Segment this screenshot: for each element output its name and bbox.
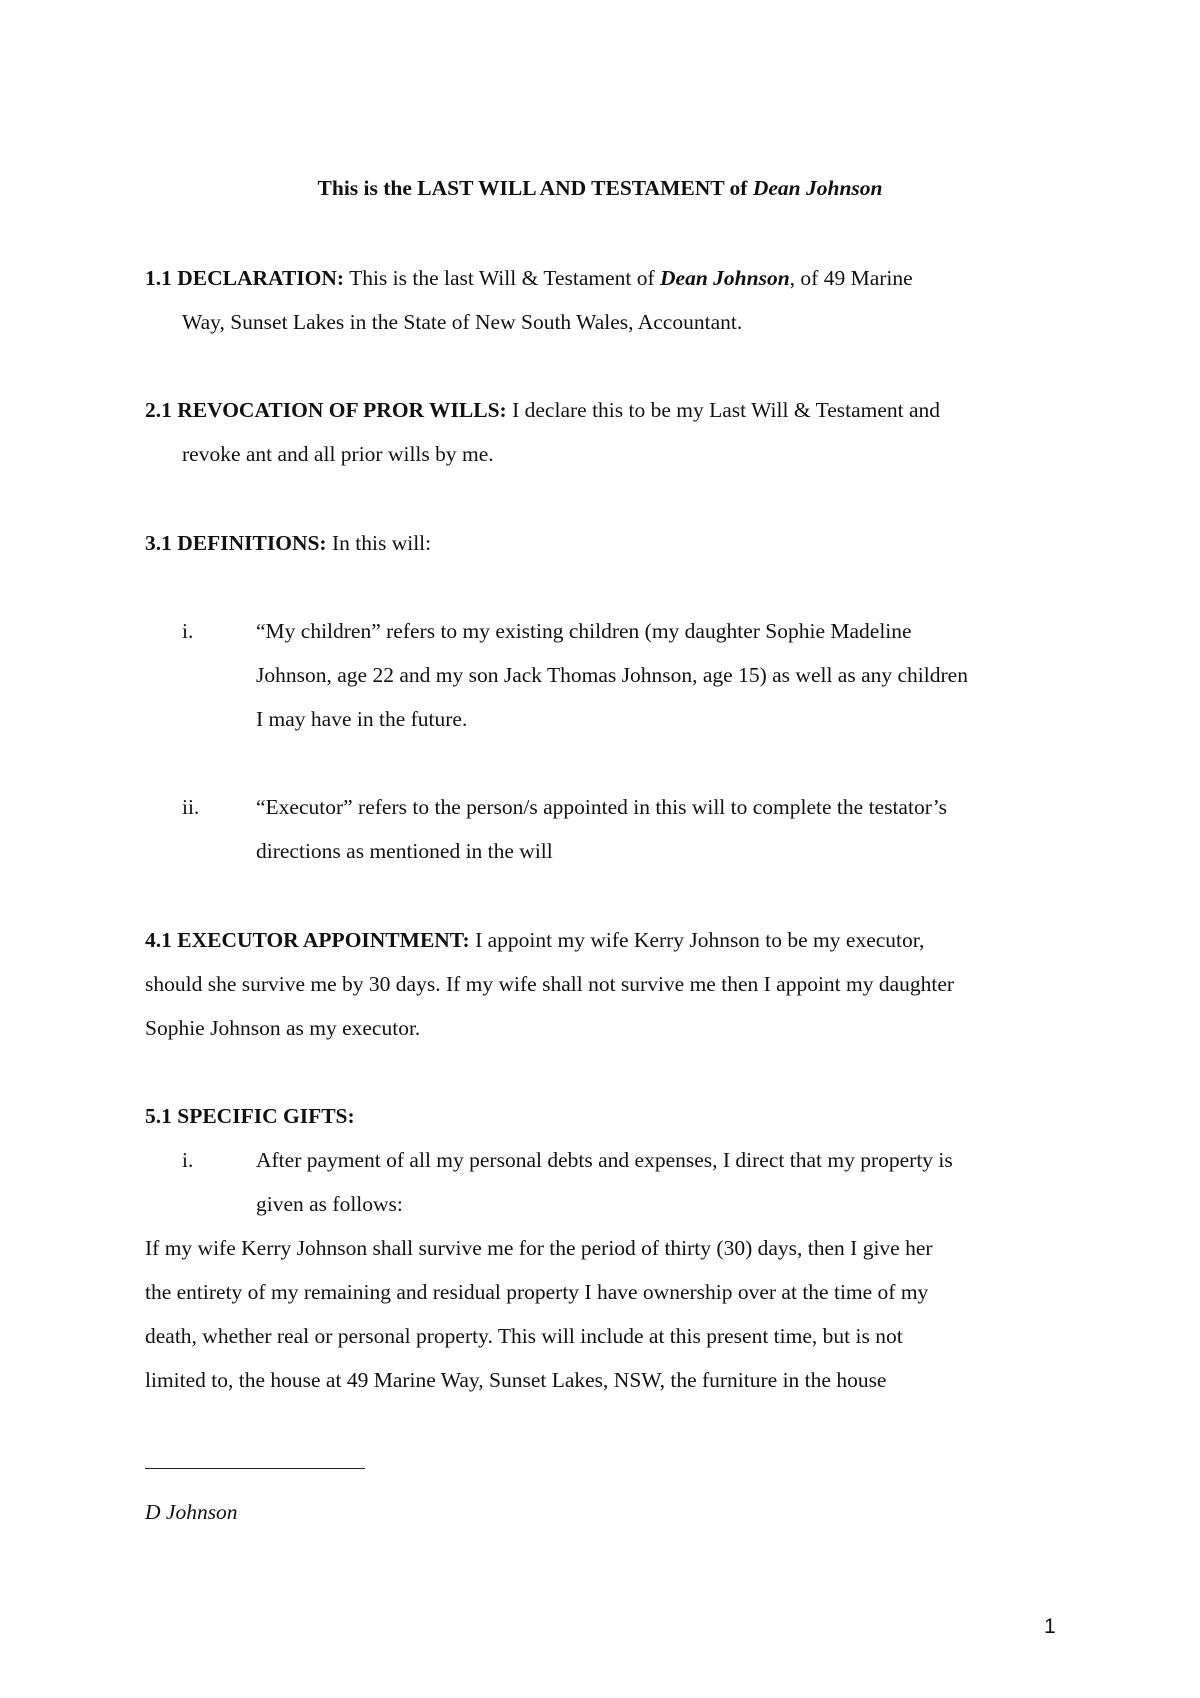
definition-item-line: “My children” refers to my existing children (my daughter Sophie Madeline bbox=[256, 619, 912, 643]
definition-item-line: directions as mentioned in the will bbox=[256, 839, 553, 863]
signature-name: D Johnson bbox=[145, 1500, 238, 1524]
declaration-line-1 bbox=[145, 268, 913, 290]
executor-line-3: Sophie Johnson as my executor. bbox=[145, 1016, 421, 1040]
gifts-paragraph-line: the entirety of my remaining and residual property I have ownership over at the time of my bbox=[145, 1280, 929, 1304]
gifts-item-marker: i. bbox=[182, 1148, 194, 1172]
declaration-heading: 1.1 DECLARATION: bbox=[145, 266, 345, 290]
declaration-line-2: Way, Sunset Lakes in the State of New South Wales, Accountant. bbox=[182, 310, 743, 334]
executor-heading: 4.1 EXECUTOR APPOINTMENT: bbox=[145, 928, 470, 952]
gifts-item-line: After payment of all my personal debts and expenses, I direct that my property is bbox=[256, 1148, 953, 1172]
declaration-text-1: This is the last Will & Testament of bbox=[344, 266, 661, 290]
gifts-item-line: given as follows: bbox=[256, 1192, 403, 1216]
gifts-paragraph-line: death, whether real or personal property. This will include at this present time, but is not bbox=[145, 1324, 903, 1348]
definitions-intro: In this will: bbox=[326, 531, 432, 555]
document-title bbox=[0, 176, 1200, 201]
gifts-paragraph-line: If my wife Kerry Johnson shall survive me for the period of thirty (30) days, then I give her bbox=[145, 1236, 933, 1260]
definition-marker: i. bbox=[182, 619, 194, 643]
definition-item-line: I may have in the future. bbox=[256, 707, 468, 731]
executor-line-1 bbox=[145, 930, 924, 952]
gifts-paragraph-line: limited to, the house at 49 Marine Way, Sunset Lakes, NSW, the furniture in the house bbox=[145, 1368, 887, 1392]
title-prefix: This is the LAST WILL AND TESTAMENT of bbox=[317, 176, 753, 200]
declaration-text-2: , of 49 Marine bbox=[789, 266, 913, 290]
executor-line-2: should she survive me by 30 days. If my wife shall not survive me then I appoint my daughter bbox=[145, 972, 955, 996]
signature-line bbox=[145, 1468, 365, 1469]
revocation-heading: 2.1 REVOCATION OF PROR WILLS: bbox=[145, 398, 507, 422]
revocation-line-1 bbox=[145, 400, 940, 422]
definition-marker: ii. bbox=[182, 795, 200, 819]
page-number: 1 bbox=[1044, 1615, 1056, 1638]
definitions-heading: 3.1 DEFINITIONS: bbox=[145, 531, 327, 555]
definition-item-line: “Executor” refers to the person/s appointed in this will to complete the testator’s bbox=[256, 795, 947, 819]
definition-item-line: Johnson, age 22 and my son Jack Thomas Johnson, age 15) as well as any children bbox=[256, 663, 968, 687]
gifts-heading: 5.1 SPECIFIC GIFTS: bbox=[145, 1104, 355, 1128]
definitions-line bbox=[145, 533, 431, 555]
declaration-testator-name: Dean Johnson bbox=[660, 266, 790, 290]
revocation-line-2: revoke ant and all prior wills by me. bbox=[182, 442, 494, 466]
revocation-text-1: I declare this to be my Last Will & Testament and bbox=[506, 398, 941, 422]
executor-text-1: I appoint my wife Kerry Johnson to be my executor, bbox=[469, 928, 925, 952]
title-testator-name: Dean Johnson bbox=[752, 176, 883, 200]
